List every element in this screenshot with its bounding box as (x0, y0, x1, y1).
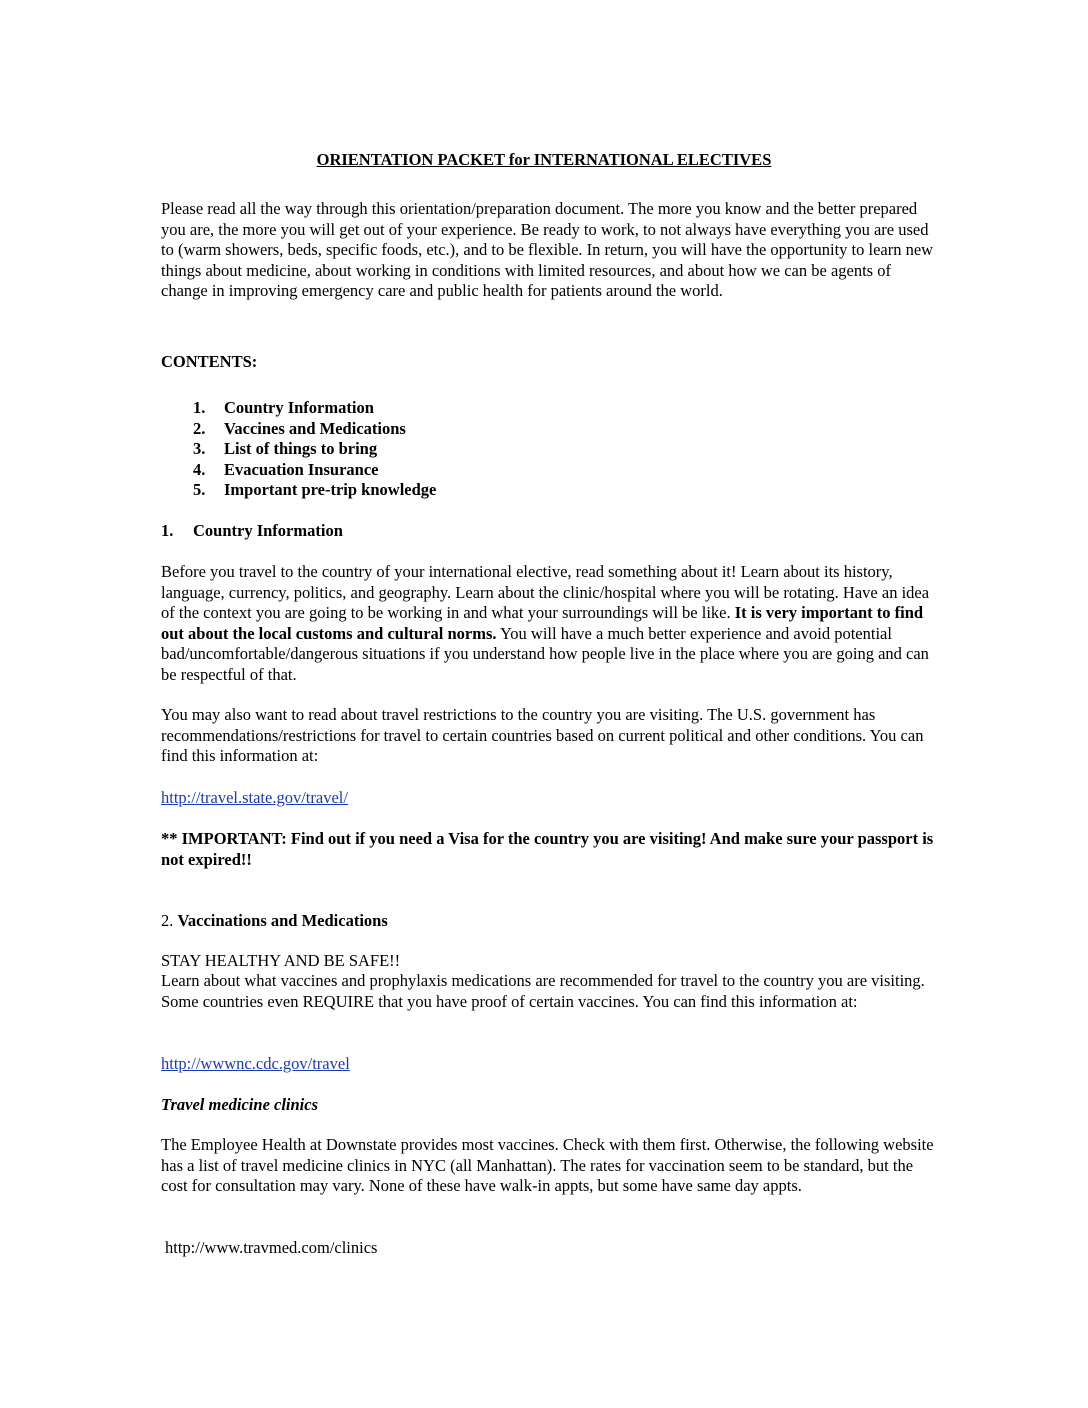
section2-heading: 2. Vaccinations and Medications (161, 911, 388, 930)
stay-healthy-text: STAY HEALTHY AND BE SAFE!! (161, 951, 401, 970)
contents-heading: CONTENTS: (161, 352, 258, 371)
travmed-url-text: http://www.travmed.com/clinics (165, 1238, 378, 1257)
section1-paragraph2: You may also want to read about travel restrictions to the country you are visiting. The U.S. government has recommendations/restrictions for travel to certain countries based on current political and other conditions. You can find this information at: (161, 705, 924, 765)
document-title: ORIENTATION PACKET for INTERNATIONAL ELECTIVES (316, 150, 772, 169)
contents-item: 2. Vaccines and Medications (193, 418, 406, 438)
section1-heading: 1. Country Information (161, 521, 343, 540)
contents-item: 5. Important pre-trip knowledge (193, 480, 437, 499)
cdc-travel-link[interactable]: http://wwwnc.cdc.gov/travel (161, 1054, 350, 1073)
travel-clinics-paragraph: The Employee Health at Downstate provides most vaccines. Check with them first. Otherwise, the following website has a list of travel medicine clinics in NYC (all Manhattan). The rates for vaccination seem to be standard, but the cost for consultation may vary. None of these have walk-in appts, but some have same day appts. (161, 1135, 934, 1195)
contents-list (193, 398, 436, 501)
contents-item: 3. List of things to bring (193, 439, 378, 458)
visa-important-note: ** IMPORTANT: Find out if you need a Visa for the country you are visiting! And make sure your passport is not expired!! (161, 829, 934, 869)
intro-paragraph: Please read all the way through this orientation/preparation document. The more you know and the better prepared you are, the more you will get out of your experience. Be ready to work, to not always have everything you are used to (warm showers, beds, specific foods, etc.), and to be flexible. In return, you will have the opportunity to learn new things about medicine, about working in conditions with limited resources, and about how we can be agents of change in improving emergency care and public health for patients around the world. (161, 199, 934, 300)
contents-item: 1. Country Information (193, 398, 374, 417)
section2-paragraph: Learn about what vaccines and prophylaxis medications are recommended for travel to the country you are visiting. Some countries even REQUIRE that you have proof of certain vaccines. You can find this information at: (161, 971, 925, 1011)
travel-clinics-heading: Travel medicine clinics (161, 1095, 319, 1114)
section1-paragraph1: Before you travel to the country of your international elective, read something about it! Learn about its history, language, currency, politics, and geography. Learn about the clinic/hospital where you will be rotating. Have an idea of the context you are going to be working in and what your surroundings will be like. It is very important to find out about the local customs and cultural norms. You will have a much better experience and avoid potential bad/uncomfortable/dangerous situations if you understand how people live in the place where you are going and can be respectful of that. (161, 562, 930, 684)
contents-item: 4. Evacuation Insurance (193, 459, 379, 479)
travel-state-link[interactable]: http://travel.state.gov/travel/ (161, 788, 348, 807)
